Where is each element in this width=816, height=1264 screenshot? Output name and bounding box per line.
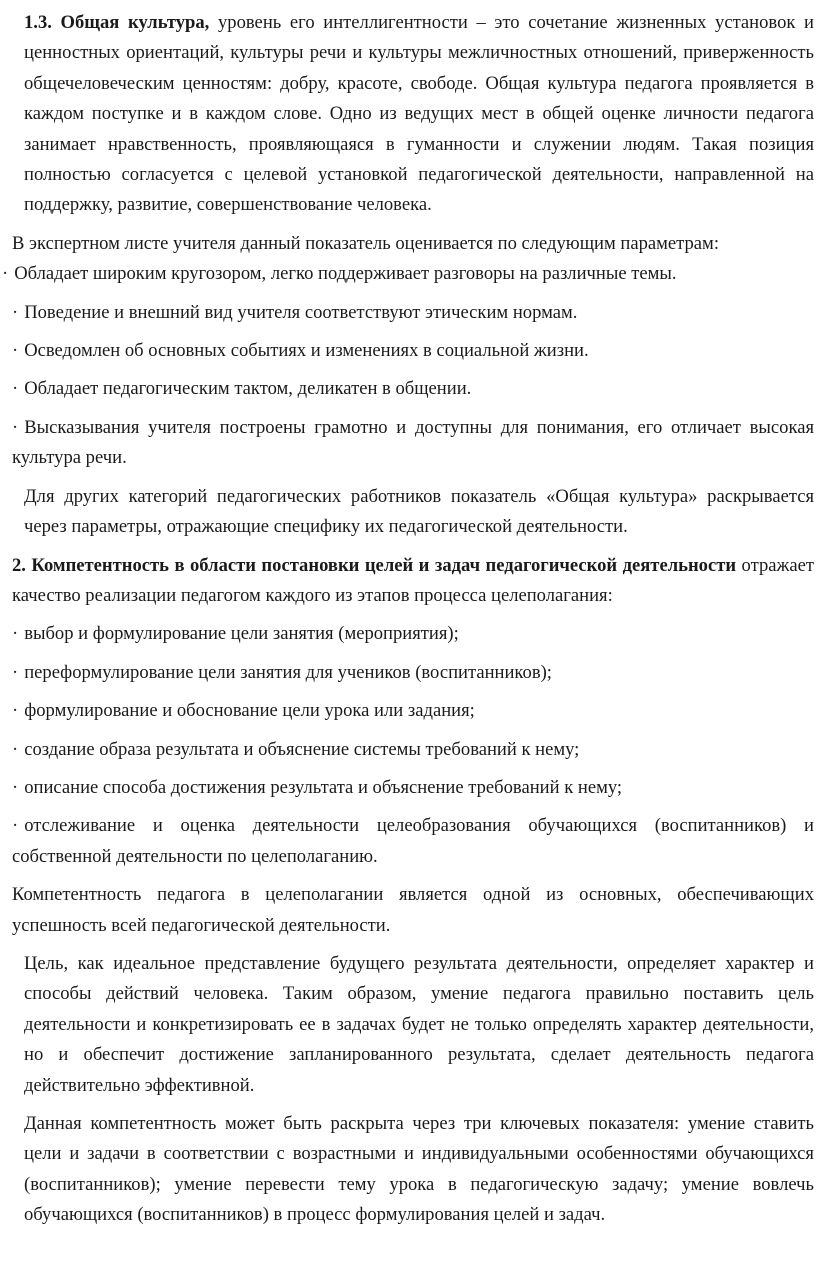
param-item: · Обладает широким кругозором, легко поддерживает разговоры на различные темы. — [2, 263, 677, 285]
stage-item: · описание способа достижения результата и объяснение требований к нему; — [12, 776, 623, 798]
stage-item: · отслеживание и оценка деятельности целеобразования обучающихся (воспитанников) и собственной деятельности по целеполаганию. — [12, 815, 814, 867]
bullet-dot: · — [12, 416, 19, 438]
stage-item: · формулирование и обоснование цели урока или задания; — [12, 700, 475, 722]
bullet-dot: · — [2, 263, 9, 285]
section-1-3-paragraph — [2, 8, 814, 221]
section-2-heading: 2. Компетентность в области постановки целей и задач педагогической деятельности — [12, 554, 737, 576]
section-1-3-heading: 1.3. Общая культура, — [24, 12, 210, 33]
stage-item: · создание образа результата и объяснение системы требований к нему; — [12, 738, 580, 760]
bullet-dot: · — [12, 700, 19, 722]
indicators-paragraph: Данная компетентность может быть раскрыта через три ключевых показателя: умение ставить цели и задачи в соответствии с возрастными и индивидуальными особенностями обучающихся (воспитанников); умение перевести тему урока в педагогическую задачу; умение вовлечь обучающихся (воспитанников) в процесс формулирования целей и задач. — [24, 1113, 814, 1226]
bullet-dot: · — [12, 738, 19, 760]
bullet-dot: · — [12, 815, 19, 837]
section-2-paragraph — [2, 551, 814, 612]
bullet-dot: · — [12, 340, 19, 362]
bullet-dot: · — [12, 623, 19, 645]
expert-intro: В экспертном листе учителя данный показатель оценивается по следующим параметрам: — [12, 232, 719, 254]
section-2-text: отражает качество реализации педагогом каждого из этапов процесса целеполагания: — [12, 554, 814, 606]
bullet-dot: · — [12, 378, 19, 400]
param-item: · Поведение и внешний вид учителя соответствуют этическим нормам. — [12, 301, 578, 323]
other-categories-paragraph: Для других категорий педагогических работников показатель «Общая культура» раскрывается через параметры, отражающие специфику их педагогической деятельности. — [24, 485, 814, 538]
bullet-dot: · — [12, 661, 19, 683]
stage-item: · выбор и формулирование цели занятия (мероприятия); — [12, 623, 459, 645]
competence-paragraph: Компетентность педагога в целеполагании является одной из основных, обеспечивающих успешность всей педагогической деятельности. — [12, 884, 814, 936]
bullet-dot: · — [12, 776, 19, 798]
stage-item: · переформулирование цели занятия для учеников (воспитанников); — [12, 661, 552, 683]
section-1-3-text: уровень его интеллигентности – это сочетание жизненных установок и ценностных ориентаций, культуры речи и культуры межличностных отношений, приверженность общечеловеческим ценностям: добру, красоте, свободе. Общая культура педагога проявляется в каждом поступке и в каждом слове. Одно из ведущих мест в общей оценке личности педагога занимает нравственность, проявляющаяся в гуманности и служении людям. Такая позиция полностью согласуется с целевой установкой педагогической деятельности, направленной на поддержку, развитие, совершенствование человека. — [24, 12, 815, 216]
goal-paragraph: Цель, как идеальное представление будущего результата деятельности, определяет характер и способы действий человека. Таким образом, умение педагога правильно поставить цель деятельности и конкретизировать ее в задачах будет не только определять характер деятельности, но и обеспечит достижение запланированного результата, сделает деятельность педагога действительно эффективной. — [24, 952, 814, 1096]
param-item: · Высказывания учителя построены грамотно и доступны для понимания, его отличает высокая культура речи. — [12, 416, 814, 469]
bullet-dot: · — [12, 301, 19, 323]
param-item: · Обладает педагогическим тактом, деликатен в общении. — [12, 378, 472, 400]
param-item: · Осведомлен об основных событиях и изменениях в социальной жизни. — [12, 340, 589, 362]
